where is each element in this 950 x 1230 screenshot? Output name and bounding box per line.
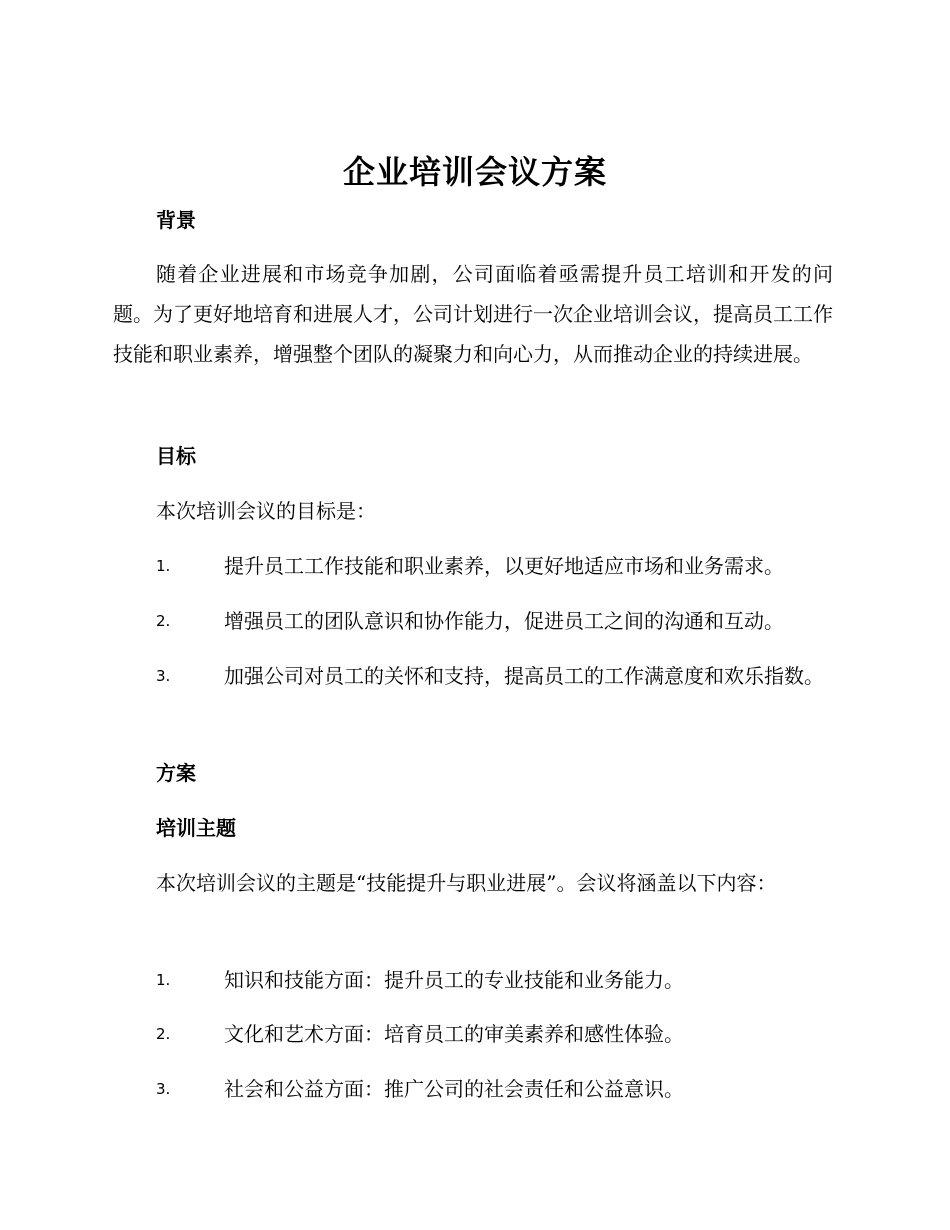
plan-item-text: 知识和技能方面：提升员工的专业技能和业务能力。 (224, 968, 684, 992)
plan-item-number: 3. (156, 1080, 171, 1098)
background-paragraph: 随着企业进展和市场竞争加剧，公司面临着亟需提升员工培训和开发的问题。为了更好地培育和进展人才，公司计划进行一次企业培训会议，提高员工工作技能和职业素养，增强整个团队的凝聚力和向心力，从而推动企业的持续进展。 (113, 262, 833, 366)
plan-list-item (113, 1069, 833, 1109)
goal-list-item (113, 601, 833, 641)
section-heading-goals: 目标 (156, 444, 196, 468)
section-heading-plan: 方案 (156, 761, 196, 785)
plan-list-item (113, 1014, 833, 1054)
goal-item-text: 提升员工工作技能和职业素养，以更好地适应市场和业务需求。 (224, 554, 784, 578)
goal-item-text: 增强员工的团队意识和协作能力，促进员工之间的沟通和互动。 (224, 609, 784, 633)
plan-item-number: 1. (156, 971, 171, 989)
subheading-training-theme: 培训主题 (156, 816, 236, 840)
goal-item-number: 1. (156, 557, 171, 575)
goals-intro: 本次培训会议的目标是： (156, 499, 376, 523)
plan-list-item (113, 960, 833, 1000)
document-title: 企业培训会议方案 (342, 153, 607, 191)
goal-list-item (113, 656, 833, 696)
plan-intro-paragraph: 本次培训会议的主题是“技能提升与职业进展”。会议将涵盖以下内容： (156, 871, 777, 895)
plan-item-text: 文化和艺术方面：培育员工的审美素养和感性体验。 (224, 1022, 684, 1046)
goal-list-item (113, 546, 833, 586)
section-heading-background: 背景 (156, 208, 196, 232)
goal-item-number: 2. (156, 612, 171, 630)
goal-item-text: 加强公司对员工的关怀和支持，提高员工的工作满意度和欢乐指数。 (224, 664, 824, 688)
goal-item-number: 3. (156, 667, 171, 685)
plan-item-number: 2. (156, 1025, 171, 1043)
plan-item-text: 社会和公益方面：推广公司的社会责任和公益意识。 (224, 1077, 684, 1101)
